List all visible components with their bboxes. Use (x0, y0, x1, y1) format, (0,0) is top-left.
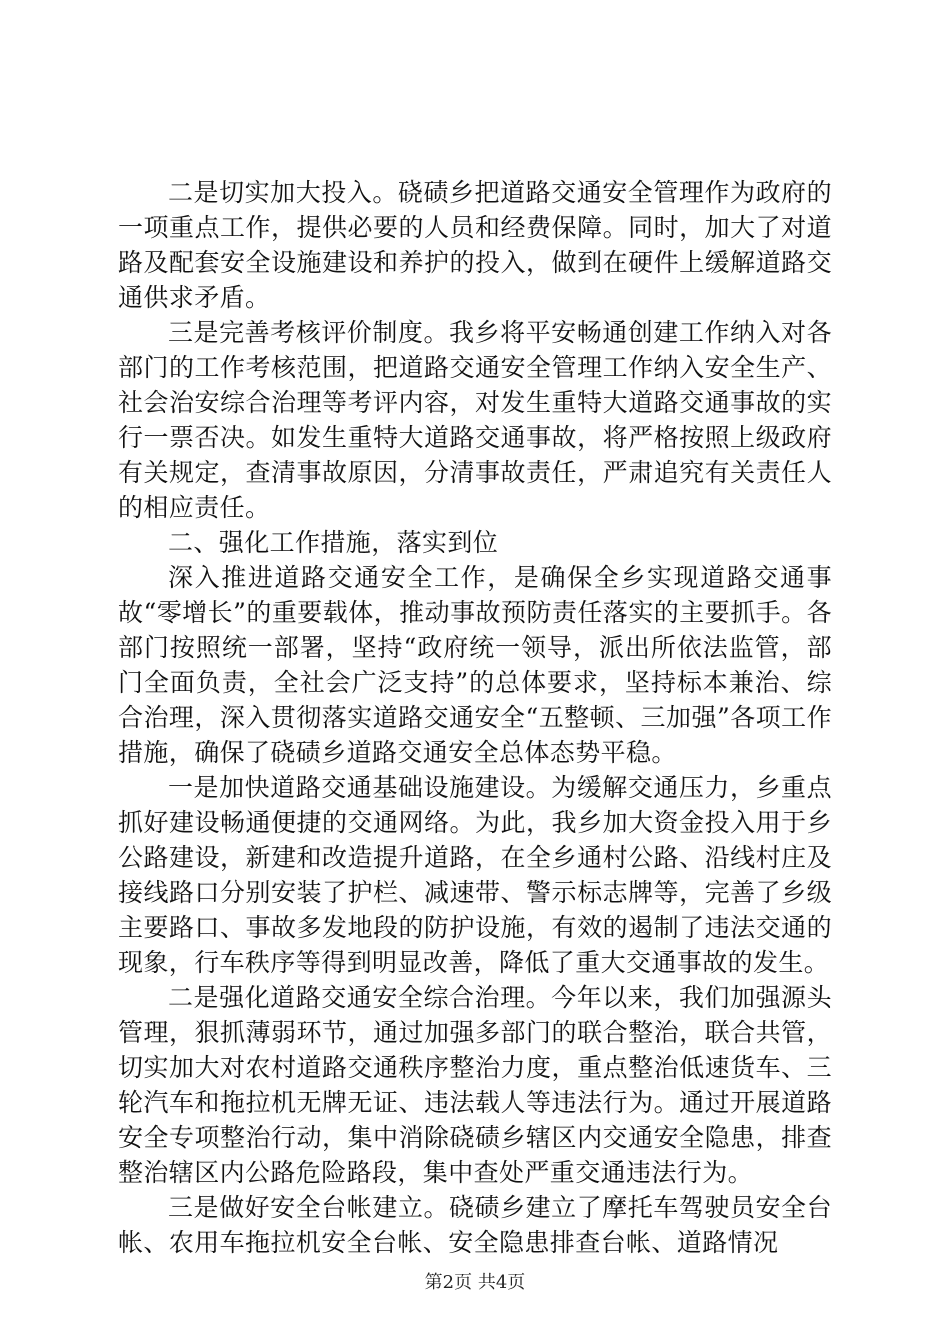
paragraph-ledger: 三是做好安全台帐建立。硗碛乡建立了摩托车驾驶员安全台帐、农用车拖拉机安全台帐、安全隐患排查台帐、道路情况 (118, 1193, 832, 1257)
document-body (118, 175, 832, 1260)
page-number-footer: 第2页 共4页 (424, 1272, 526, 1293)
paragraph-investment: 二是切实加大投入。硗碛乡把道路交通安全管理作为政府的一项重点工作，提供必要的人员和经费保障。同时，加大了对道路及配套安全设施建设和养护的投入，做到在硬件上缓解道路交通供求矛盾。 (118, 178, 832, 312)
section-heading-measures: 二、强化工作措施，落实到位 (168, 528, 499, 557)
paragraph-governance: 二是强化道路交通安全综合治理。今年以来，我们加强源头管理，狠抓薄弱环节，通过加强多部门的联合整治，联合共管，切实加大对农村道路交通秩序整治力度，重点整治低速货车、三轮汽车和拖拉机无牌无证、违法载人等违法行为。通过开展道路安全专项整治行动，集中消除硗碛乡辖区内交通安全隐患，排查整治辖区内公路危险路段，集中查处严重交通违法行为。 (118, 983, 832, 1187)
paragraph-assessment: 三是完善考核评价制度。我乡将平安畅通创建工作纳入对各部门的工作考核范围，把道路交通安全管理工作纳入安全生产、社会治安综合治理等考评内容，对发生重特大道路交通事故的实行一票否决。如发生重特大道路交通事故，将严格按照上级政府有关规定，查清事故原因，分清事故责任，严肃追究有关责任人的相应责任。 (118, 318, 832, 522)
paragraph-promote-safety: 深入推进道路交通安全工作，是确保全乡实现道路交通事故“零增长”的重要载体，推动事故预防责任落实的主要抓手。各部门按照统一部署，坚持“政府统一领导，派出所依法监管，部门全面负责，全社会广泛支持”的总体要求，坚持标本兼治、综合治理，深入贯彻落实道路交通安全“五整顿、三加强”各项工作措施，确保了硗碛乡道路交通安全总体态势平稳。 (118, 563, 832, 767)
paragraph-infrastructure: 一是加快道路交通基础设施建设。为缓解交通压力，乡重点抓好建设畅通便捷的交通网络。为此，我乡加大资金投入用于乡公路建设，新建和改造提升道路，在全乡通村公路、沿线村庄及接线路口分别安装了护栏、减速带、警示标志牌等，完善了乡级主要路口、事故多发地段的防护设施，有效的遏制了违法交通的现象，行车秩序等得到明显改善，降低了重大交通事故的发生。 (118, 773, 832, 977)
